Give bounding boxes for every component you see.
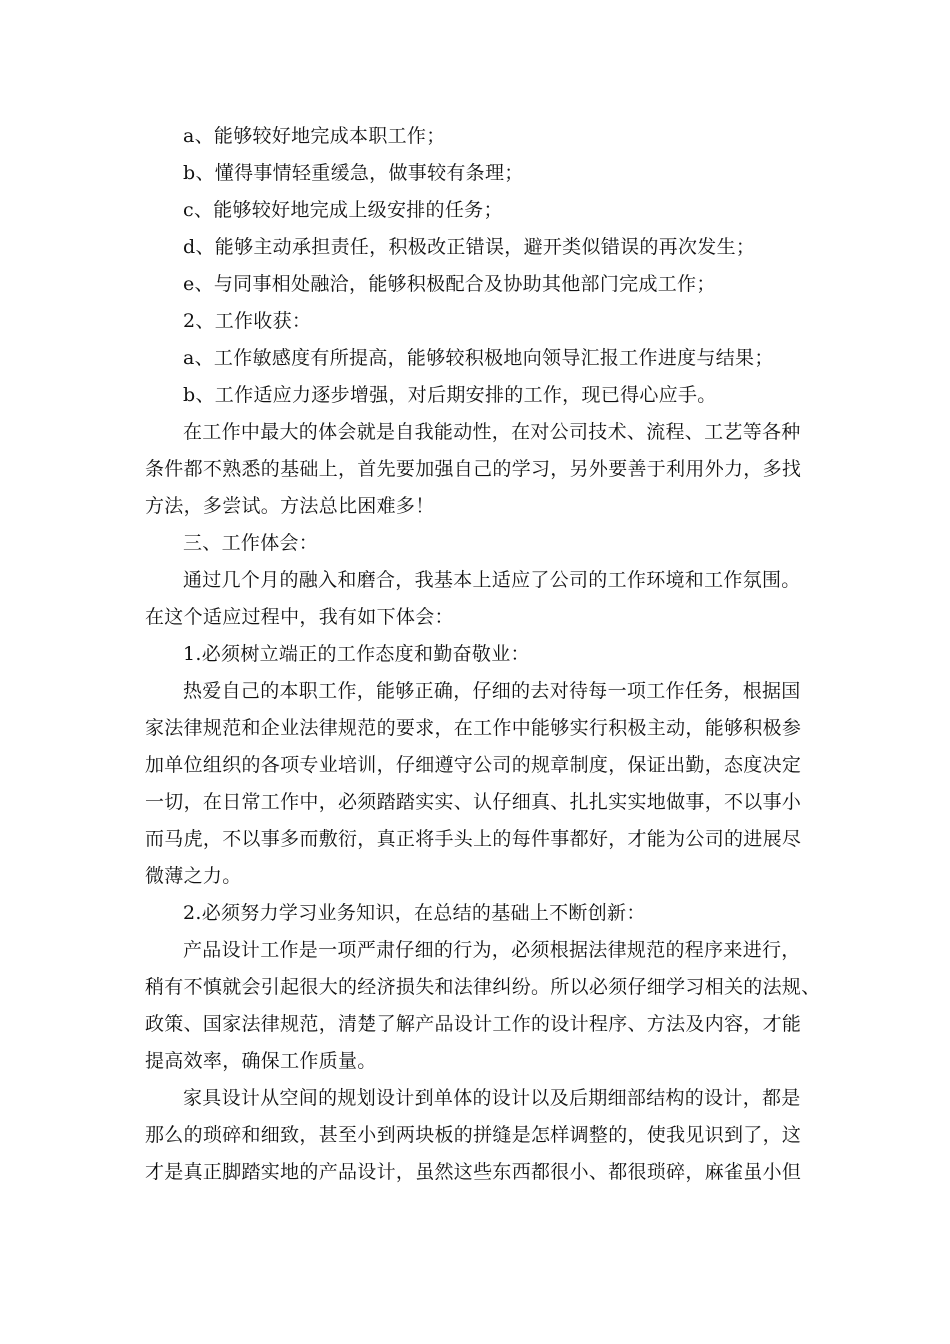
document-body bbox=[145, 118, 821, 1191]
paragraph-line: 提高效率，确保工作质量。 bbox=[145, 1050, 377, 1072]
text-line: c、能够较好地完成上级安排的任务； bbox=[183, 199, 503, 221]
text-line: a、工作敏感度有所提高，能够较积极地向领导汇报工作进度与结果； bbox=[183, 347, 774, 369]
subheading: 1.必须树立端正的工作态度和勤奋敬业： bbox=[183, 643, 530, 665]
paragraph-line: 政策、国家法律规范，清楚了解产品设计工作的设计程序、方法及内容，才能 bbox=[145, 1013, 802, 1035]
text-line: d、能够主动承担责任，积极改正错误，避开类似错误的再次发生； bbox=[183, 236, 756, 258]
paragraph-line: 条件都不熟悉的基础上，首先要加强自己的学习，另外要善于利用外力，多找 bbox=[145, 458, 802, 480]
paragraph-line: 家具设计从空间的规划设计到单体的设计以及后期细部结构的设计，都是 bbox=[183, 1087, 801, 1109]
paragraph-line: 一切，在日常工作中，必须踏踏实实、认仔细真、扎扎实实地做事，不以事小 bbox=[145, 791, 802, 813]
paragraph-line: 在工作中最大的体会就是自我能动性，在对公司技术、流程、工艺等各种 bbox=[183, 421, 801, 443]
paragraph-line: 通过几个月的融入和磨合，我基本上适应了公司的工作环境和工作氛围。 bbox=[183, 569, 801, 591]
subheading: 2.必须努力学习业务知识，在总结的基础上不断创新： bbox=[183, 902, 646, 924]
paragraph-line: 那么的琐碎和细致，甚至小到两块板的拼缝是怎样调整的，使我见识到了，这 bbox=[145, 1124, 802, 1146]
paragraph-line: 微薄之力。 bbox=[145, 865, 242, 887]
paragraph-line: 家法律规范和企业法律规范的要求，在工作中能够实行积极主动，能够积极参 bbox=[145, 717, 802, 739]
text-line: b、工作适应力逐步增强，对后期安排的工作，现已得心应手。 bbox=[183, 384, 717, 406]
paragraph-line: 产品设计工作是一项严肃仔细的行为，必须根据法律规范的程序来进行， bbox=[183, 939, 801, 961]
paragraph-line: 热爱自己的本职工作，能够正确，仔细的去对待每一项工作任务，根据国 bbox=[183, 680, 801, 702]
paragraph-line: 方法，多尝试。方法总比困难多！ bbox=[145, 495, 435, 517]
paragraph-line: 而马虎，不以事多而敷衍，真正将手头上的每件事都好，才能为公司的进展尽 bbox=[145, 828, 802, 850]
section-heading: 2、工作收获： bbox=[183, 310, 312, 332]
paragraph-line: 稍有不慎就会引起很大的经济损失和法律纠纷。所以必须仔细学习相关的法规、 bbox=[145, 976, 821, 998]
section-heading: 三、工作体会： bbox=[183, 532, 319, 554]
text-line: b、懂得事情轻重缓急，做事较有条理； bbox=[183, 162, 524, 184]
paragraph-line: 加单位组织的各项专业培训，仔细遵守公司的规章制度，保证出勤，态度决定 bbox=[145, 754, 802, 776]
text-line: e、与同事相处融洽，能够积极配合及协助其他部门完成工作； bbox=[183, 273, 716, 295]
text-line: a、能够较好地完成本职工作； bbox=[183, 125, 446, 147]
paragraph-line: 在这个适应过程中，我有如下体会： bbox=[145, 606, 454, 628]
paragraph-line: 才是真正脚踏实地的产品设计，虽然这些东西都很小、都很琐碎，麻雀虽小但 bbox=[145, 1161, 802, 1183]
